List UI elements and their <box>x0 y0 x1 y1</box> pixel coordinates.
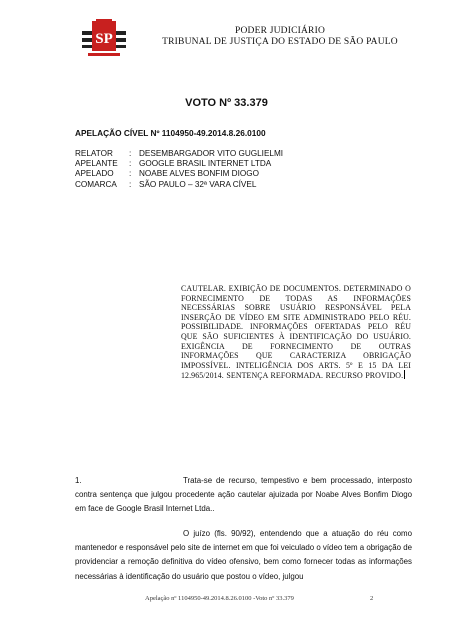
party-label: RELATOR <box>75 149 113 158</box>
paragraph-2 <box>75 527 412 584</box>
ementa-text: CAUTELAR. EXIBIÇÃO DE DOCUMENTOS. DETERMINADO O FORNECIMENTO DE TODAS AS INFORMAÇÕES NECESSÁRIAS SOBRE USUÁRIO RESPONSÁVEL PELA INSERÇÃO DE VÍDEO EM SITE ADMINISTRADO PELO RÉU. POSSIBILIDADE. INFORMAÇÕES OFERTADAS PELO RÉU QUE SÃO SUFICIENTES À IDENTIFICAÇÃO DO USUÁRIO. EXIGÊNCIA DE FORNECIMENTO DE OUTRAS INFORMAÇÕES QUE CARACTERIZA OBRIGAÇÃO IMPOSSÍVEL. INTELIGÊNCIA DOS ARTS. 5º E 15 DA LEI 12.965/2014. SENTENÇA REFORMADA. RECURSO PROVIDO. <box>181 284 411 381</box>
party-value: DESEMBARGADOR VITO GUGLIELMI <box>139 149 284 158</box>
court-seal-logo <box>82 19 126 59</box>
page-footer: Apelação nº 1104950-49.2014.8.26.0100 -Voto nº 33.379 <box>145 595 294 602</box>
appeal-number: APELAÇÃO CÍVEL Nº 1104950-49.2014.8.26.0100 <box>75 128 266 138</box>
party-row-comarca <box>75 180 283 190</box>
party-row-apelante <box>75 159 283 169</box>
party-separator: : <box>129 179 132 189</box>
paragraph-text: Trata-se de recurso, tempestivo e bem processado, interposto contra sentença que julgou procedente ação cautelar ajuizada por Noabe Alves Bonfim Diogo em face de Google Brasil Internet Ltda.. <box>75 476 412 514</box>
party-value: NOABE ALVES BONFIM DIOGO <box>139 169 259 179</box>
paragraph-number: 1. <box>75 476 82 485</box>
party-separator: : <box>129 159 132 169</box>
paragraph-1 <box>75 474 412 517</box>
header-court-line: PODER JUDICIÁRIO <box>234 26 326 36</box>
party-label: APELADO <box>75 169 114 179</box>
svg-text:SP: SP <box>95 31 113 47</box>
party-row-relator <box>75 149 283 159</box>
paragraph-text: O juízo (fls. 90/92), entendendo que a atuação do réu como mantenedor e responsável pelo site de internet em que foi veiculado o vídeo tem a obrigação de providenciar a remoção definitiva do vídeo ofensivo, bem como fornecer todas as informações necessárias à identificação do usuário que postou o vídeo, julgou <box>75 529 412 581</box>
page-number: 2 <box>370 595 374 602</box>
party-separator: : <box>129 149 132 158</box>
party-separator: : <box>129 169 132 179</box>
party-value: GOOGLE BRASIL INTERNET LTDA <box>139 159 272 169</box>
party-label: APELANTE <box>75 159 118 169</box>
header-tribunal-line: TRIBUNAL DE JUSTIÇA DO ESTADO DE SÃO PAULO <box>162 37 398 47</box>
party-label: COMARCA <box>75 179 117 189</box>
text-cursor <box>404 370 405 379</box>
party-value: SÃO PAULO – 32ª VARA CÍVEL <box>139 179 257 189</box>
vote-title: VOTO Nº 33.379 <box>185 97 268 109</box>
parties-block <box>75 149 283 190</box>
ementa-summary <box>181 284 411 381</box>
party-row-apelado <box>75 169 283 179</box>
